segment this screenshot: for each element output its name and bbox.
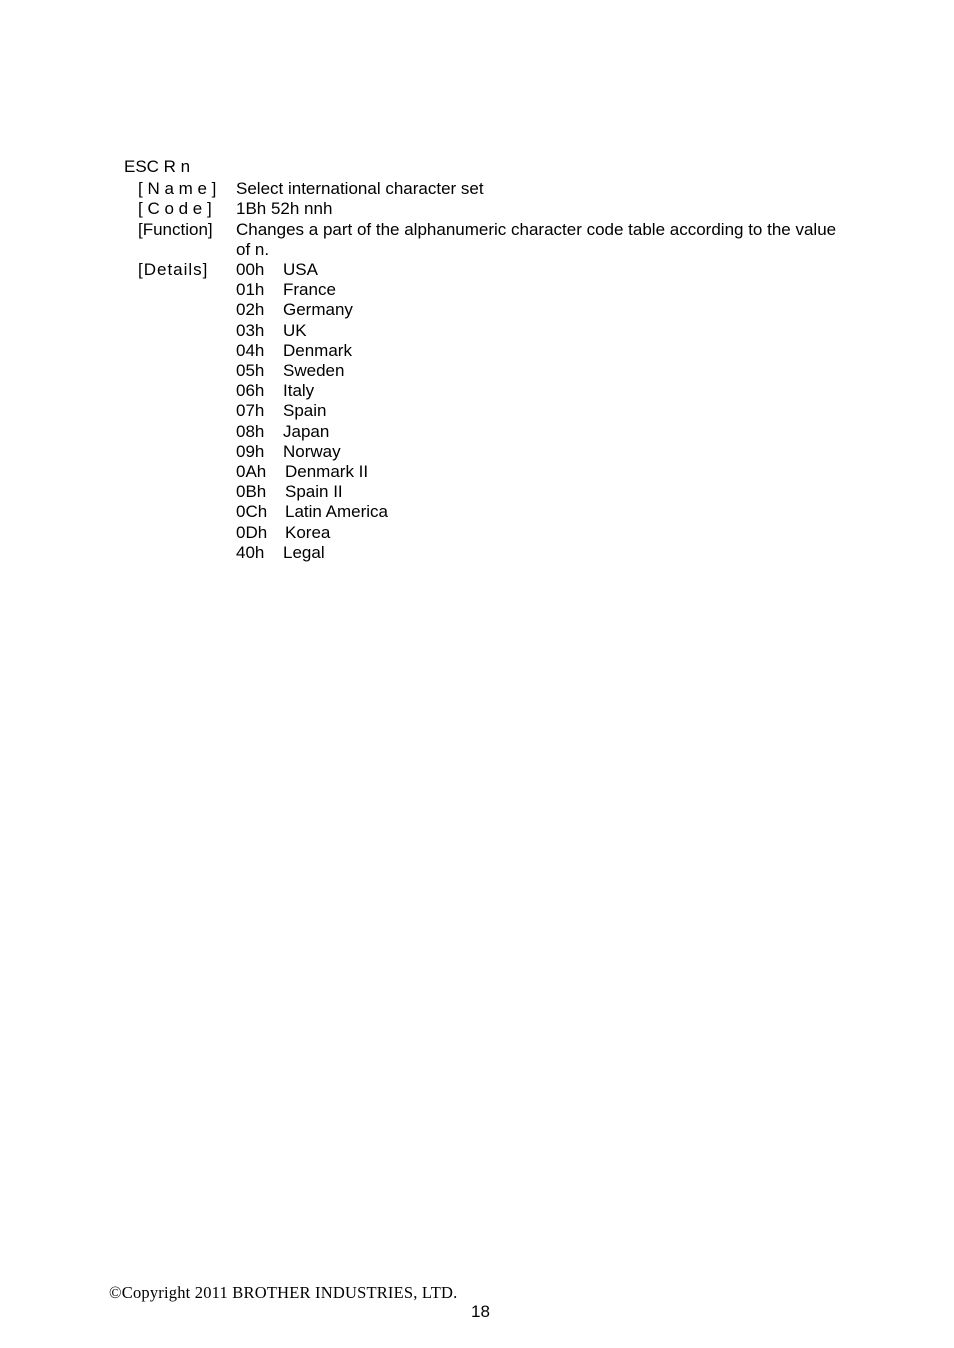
details-item [0,482,954,502]
function-row [0,220,954,240]
details-item [0,422,954,442]
details-country: Spain II [285,482,343,501]
details-country: Japan [283,422,330,441]
details-country: Spain [283,401,327,420]
function-row-continued [0,240,954,260]
details-code: 01h [236,280,265,299]
details-item [0,280,954,300]
details-country: France [283,280,336,299]
details-item [0,462,954,482]
details-code: 0Dh [236,523,268,542]
details-item [0,260,954,280]
details-code: 06h [236,381,265,400]
details-country: Denmark [283,341,352,360]
function-label: [Function] [138,220,213,239]
name-row [0,179,954,199]
details-label: [Details] [138,260,209,279]
details-code: 0Bh [236,482,267,501]
page-number: 18 [471,1302,490,1321]
details-country: Norway [283,442,341,461]
details-code: 0Ch [236,502,268,521]
details-item [0,321,954,341]
copyright-footer: ©Copyright 2011 BROTHER INDUSTRIES, LTD. [109,1283,458,1302]
code-value: 1Bh 52h nnh [236,199,333,218]
details-country: UK [283,321,307,340]
details-code: 00h [236,260,265,279]
details-country: Korea [285,523,331,542]
details-code: 09h [236,442,265,461]
details-code: 02h [236,300,265,319]
details-country: Sweden [283,361,345,380]
function-value-line2: of n. [236,240,270,259]
name-label: [ N a m e ] [138,179,217,198]
details-item [0,502,954,522]
details-code: 08h [236,422,265,441]
details-item [0,401,954,421]
details-code: 03h [236,321,265,340]
details-item [0,543,954,563]
details-country: Denmark II [285,462,369,481]
details-country: Germany [283,300,353,319]
details-item [0,442,954,462]
details-country: Italy [283,381,315,400]
command-title: ESC R n [124,157,191,176]
details-country: Legal [283,543,325,562]
details-code: 04h [236,341,265,360]
details-code: 07h [236,401,265,420]
details-item [0,341,954,361]
details-item [0,300,954,320]
details-item [0,361,954,381]
name-value: Select international character set [236,179,484,198]
details-item [0,523,954,543]
details-code: 40h [236,543,265,562]
details-country: Latin America [285,502,388,521]
code-row [0,199,954,219]
function-value-line1: Changes a part of the alphanumeric character code table according to the value [236,220,837,239]
details-item [0,381,954,401]
details-code: 05h [236,361,265,380]
details-country: USA [283,260,318,279]
code-label: [ C o d e ] [138,199,212,218]
details-code: 0Ah [236,462,267,481]
